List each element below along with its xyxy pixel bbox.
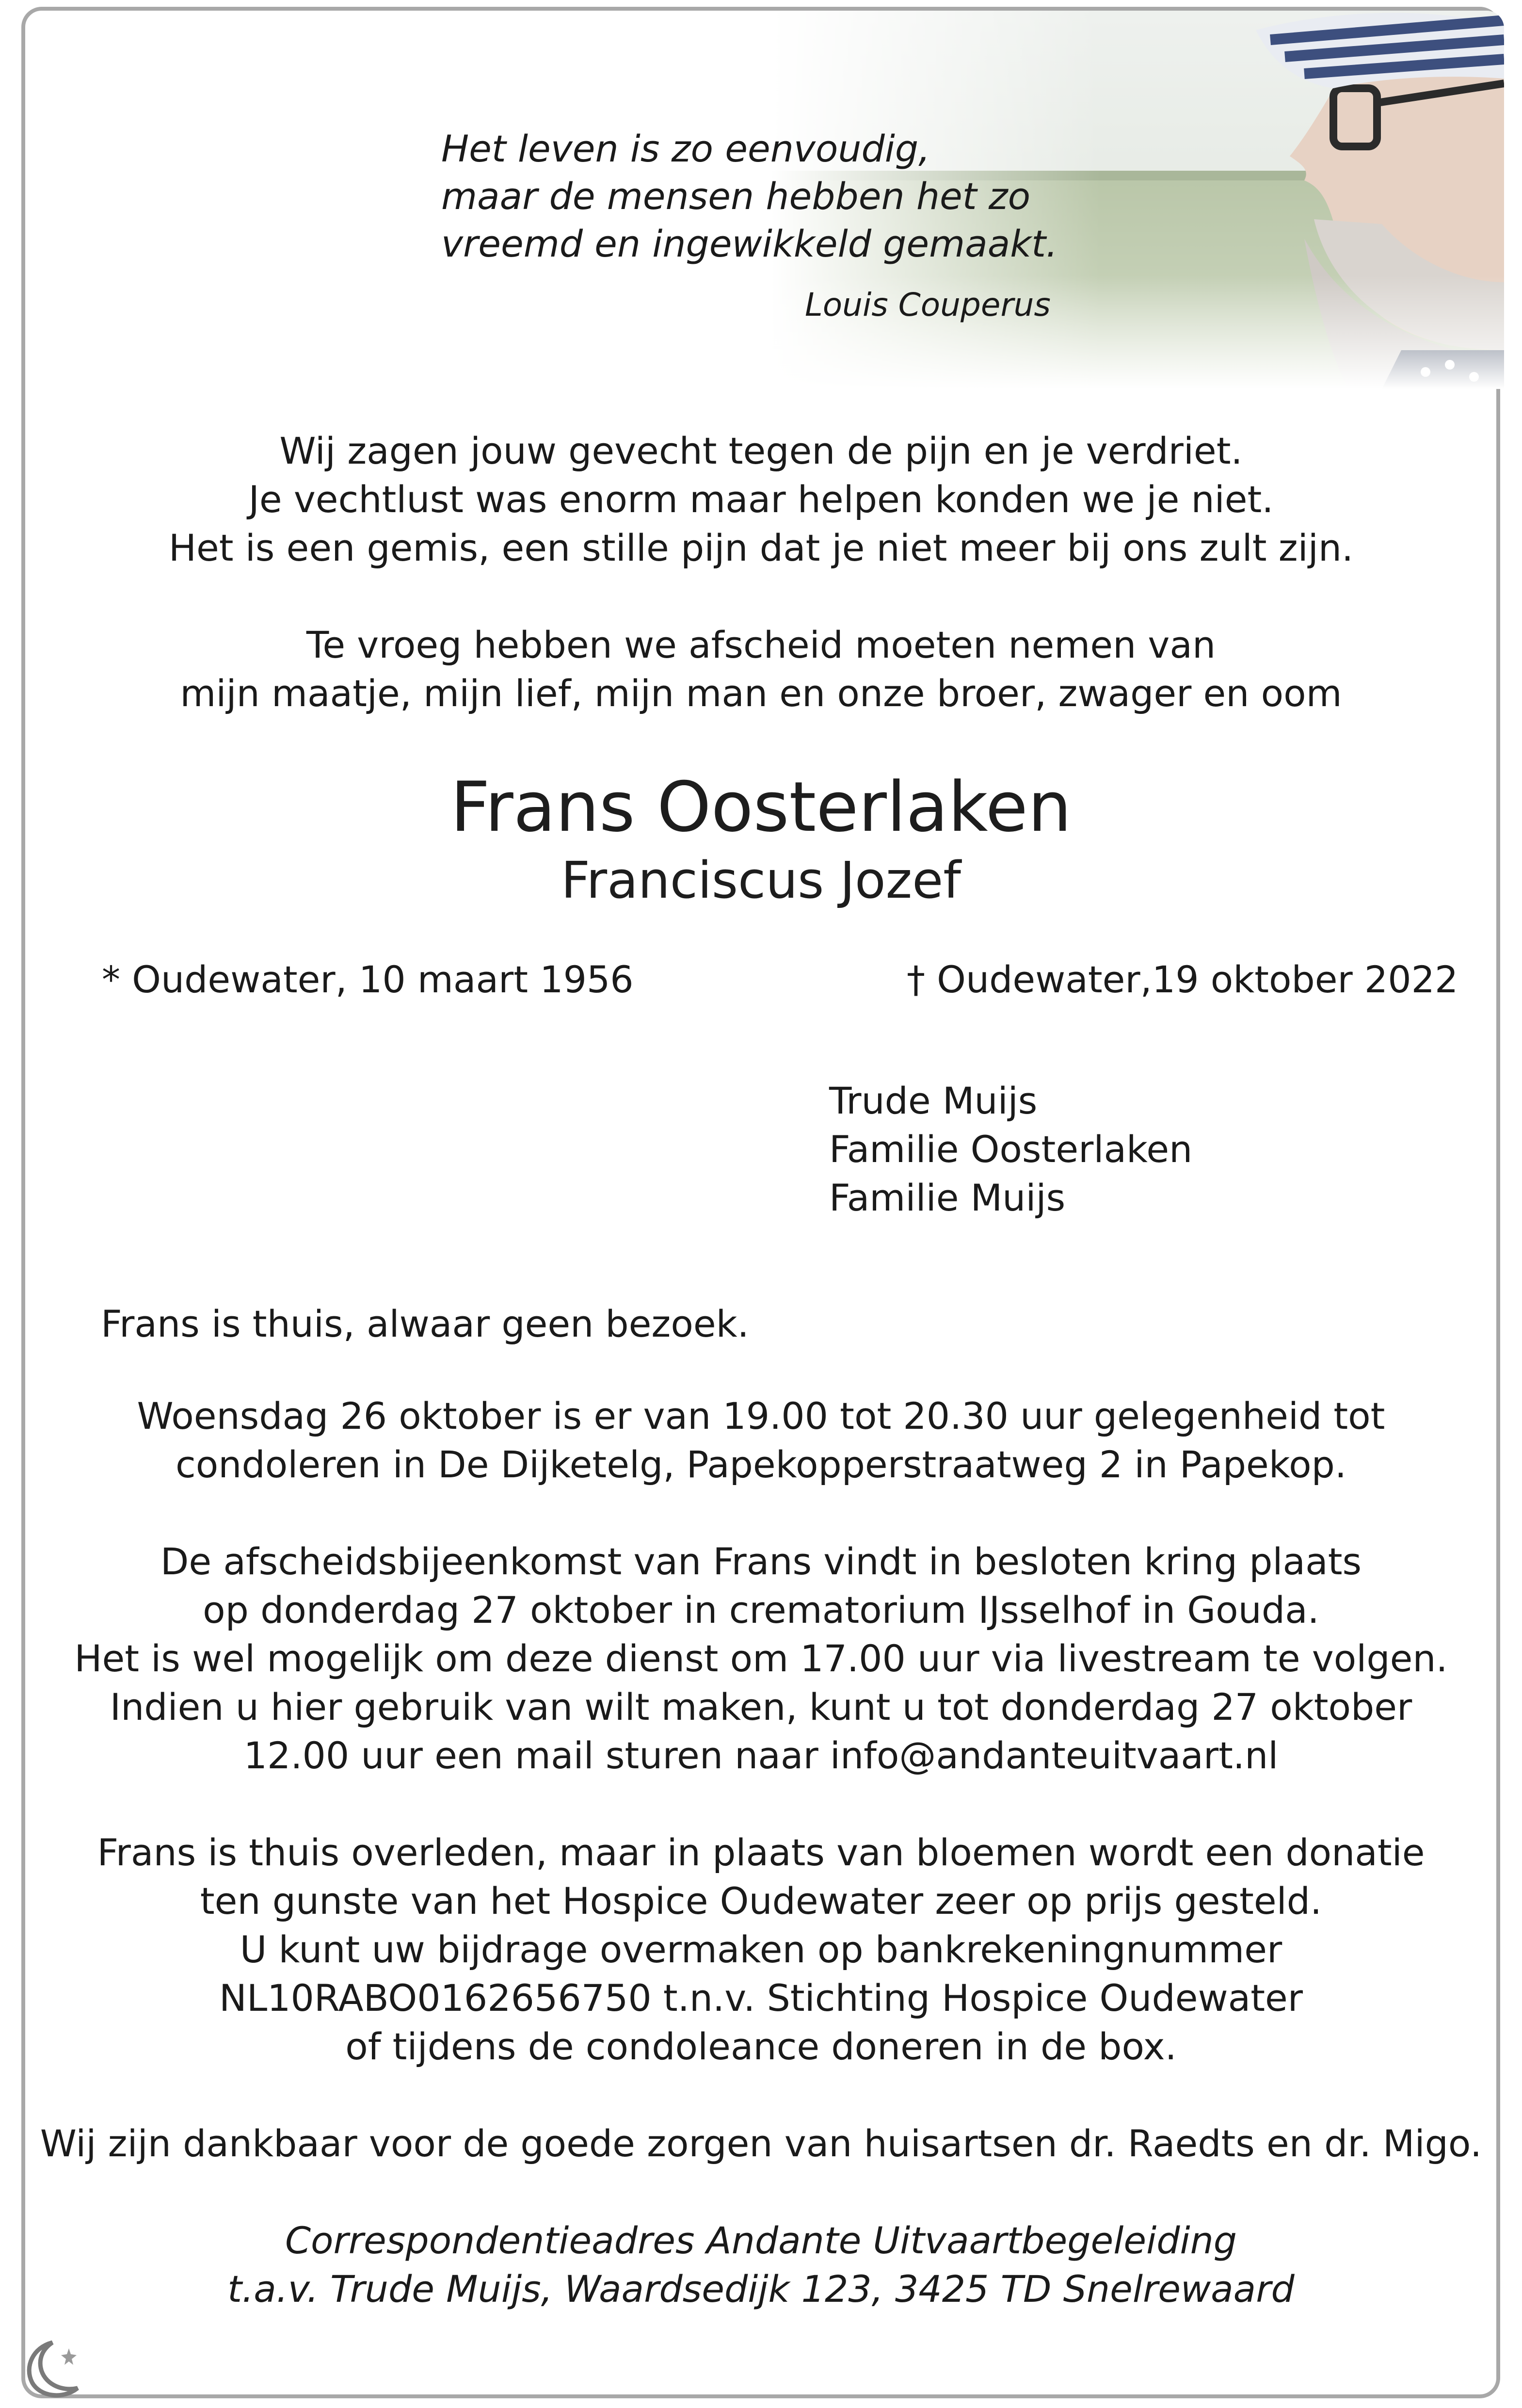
condolence-line: Woensdag 26 oktober is er van 19.00 tot 20.30 uur gelegenheid tot bbox=[137, 1394, 1385, 1438]
donation-line: NL10RABO0162656750 t.n.v. Stichting Hospice Oudewater bbox=[219, 1976, 1303, 2020]
family-member: Trude Muijs bbox=[829, 1079, 1038, 1122]
poem-line: Je vechtlust was enorm maar helpen konden we je niet. bbox=[248, 478, 1274, 521]
thanks bbox=[0, 2119, 1522, 2168]
crescent-moon-icon bbox=[18, 2338, 86, 2401]
thanks-line: Wij zijn dankbaar voor de goede zorgen van huisartsen dr. Raedts en dr. Migo. bbox=[40, 2122, 1482, 2165]
poem-line: Het is een gemis, een stille pijn dat je niet meer bij ons zult zijn. bbox=[168, 526, 1354, 569]
donation-line: ten gunste van het Hospice Oudewater zeer op prijs gesteld. bbox=[200, 1879, 1322, 1923]
correspondence-address bbox=[0, 2216, 1522, 2313]
donation-line: Frans is thuis overleden, maar in plaats van bloemen wordt een donatie bbox=[97, 1831, 1425, 1874]
condolence-info bbox=[0, 1392, 1522, 1489]
family-list bbox=[829, 1077, 1192, 1222]
quote-line: maar de mensen hebben het zo bbox=[441, 175, 1031, 218]
deceased-given-names: Franciscus Jozef bbox=[561, 851, 961, 910]
donation-info bbox=[0, 1828, 1522, 2071]
deceased-name: Frans Oosterlaken bbox=[450, 767, 1072, 847]
quote-line: vreemd en ingewikkeld gemaakt. bbox=[441, 222, 1058, 265]
donation-line: U kunt uw bijdrage overmaken op bankrekeningnummer bbox=[240, 1928, 1282, 1971]
intro-line: Te vroeg hebben we afscheid moeten nemen van bbox=[306, 623, 1216, 666]
quote-author: Louis Couperus bbox=[805, 286, 1051, 323]
intro-line: mijn maatje, mijn lief, mijn man en onze broer, zwager en oom bbox=[180, 672, 1342, 715]
farewell-line: op donderdag 27 oktober in crematorium IJsselhof in Gouda. bbox=[203, 1588, 1319, 1632]
farewell-line: Indien u hier gebruik van wilt maken, kunt u tot donderdag 27 oktober bbox=[110, 1685, 1412, 1729]
birth-info: * Oudewater, 10 maart 1956 bbox=[102, 958, 634, 1001]
poem-line: Wij zagen jouw gevecht tegen de pijn en je verdriet. bbox=[279, 429, 1243, 472]
address-line: t.a.v. Trude Muijs, Waardsedijk 123, 3425 TD Snelrewaard bbox=[227, 2267, 1295, 2311]
farewell-line: 12.00 uur een mail sturen naar info@andanteuitvaart.nl bbox=[243, 1734, 1279, 1777]
address-line: Correspondentieadres Andante Uitvaartbegeleiding bbox=[285, 2219, 1237, 2262]
announcement-intro bbox=[0, 621, 1522, 718]
farewell-line: Het is wel mogelijk om deze dienst om 17.00 uur via livestream te volgen. bbox=[74, 1637, 1448, 1680]
visit-note: Frans is thuis, alwaar geen bezoek. bbox=[101, 1302, 749, 1345]
farewell-line: De afscheidsbijeenkomst van Frans vindt in besloten kring plaats bbox=[160, 1540, 1362, 1583]
family-member: Familie Muijs bbox=[829, 1176, 1066, 1219]
family-member: Familie Oosterlaken bbox=[829, 1128, 1193, 1171]
farewell-info bbox=[0, 1537, 1522, 1780]
poem bbox=[0, 427, 1522, 572]
donation-line: of tijdens de condoleance doneren in de box. bbox=[345, 2025, 1177, 2068]
quote-line: Het leven is zo eenvoudig, bbox=[441, 127, 930, 170]
death-info: † Oudewater,19 oktober 2022 bbox=[907, 958, 1458, 1001]
condolence-line: condoleren in De Dijketelg, Papekopperstraatweg 2 in Papekop. bbox=[176, 1443, 1346, 1486]
opening-quote bbox=[441, 125, 1057, 268]
